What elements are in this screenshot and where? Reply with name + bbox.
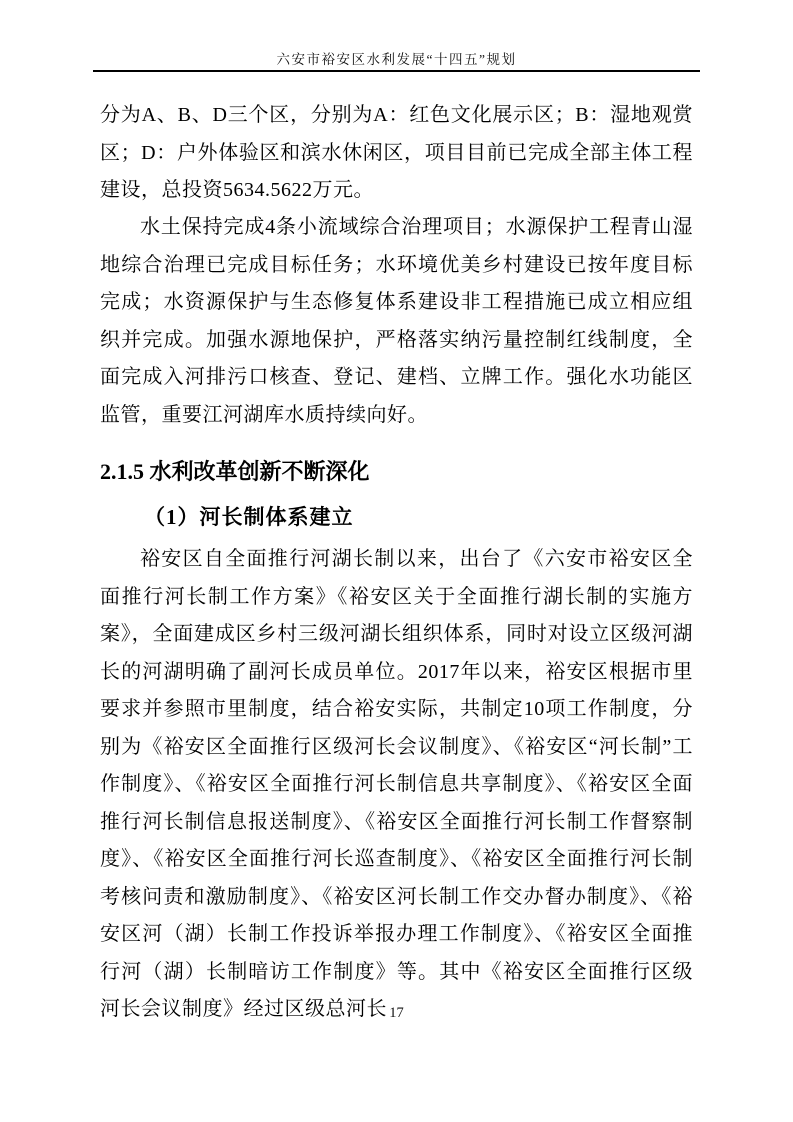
header-title: 六安市裕安区水利发展“十四五”规划 <box>276 52 517 67</box>
section-heading-2-1-5: 2.1.5 水利改革创新不断深化 <box>100 459 370 484</box>
paragraph-soil-water-conservation: 水土保持完成4条小流域综合治理项目；水源保护工程青山湿地综合治理已完成目标任务；水环境优美乡村建设已按年度目标完成；水资源保护与生态修复体系建设非工程措施已成立相应组织并完成。加强水源地保护，严格落实纳污量控制红线制度，全面完成入河排污口核查、登记、建档、立牌工作。强化水功能区监管，重要江河湖库水质持续向好。 <box>100 216 693 426</box>
header-rule <box>93 70 700 72</box>
sub-heading-river-chief-system: （1）河长制体系建立 <box>144 505 354 529</box>
paragraph-river-chief-details: 裕安区自全面推行河湖长制以来，出台了《六安市裕安区全面推行河长制工作方案》《裕安区关于全面推行湖长制的实施方案》，全面建成区乡村三级河湖长组织体系，同时对设立区级河湖长的河湖明确了副河长成员单位。2017年以来，裕安区根据市里要求并参照市里制度，结合裕安实际，共制定10项工作制度，分别为《裕安区全面推行区级河长会议制度》、《裕安区“河长制”工作制度》、《裕安区全面推行河长制信息共享制度》、《裕安区全面推行河长制信息报送制度》、《裕安区全面推行河长制工作督察制度》、《裕安区全面推行河长巡查制度》、《裕安区全面推行河长制考核问责和激励制度》、《裕安区河长制工作交办督办制度》、《裕安区河（湖）长制工作投诉举报办理工作制度》、《裕安区全面推行河（湖）长制暗访工作制度》等。其中《裕安区全面推行区级河长会议制度》经过区级总河长 <box>100 548 693 1020</box>
paragraph-continuation: 分为A、B、D三个区，分别为A：红色文化展示区；B：湿地观赏区；D：户外体验区和滨水休闲区，项目目前已完成全部主体工程建设，总投资5634.5622万元。 <box>100 104 693 201</box>
page-number: 17 <box>389 1005 404 1021</box>
